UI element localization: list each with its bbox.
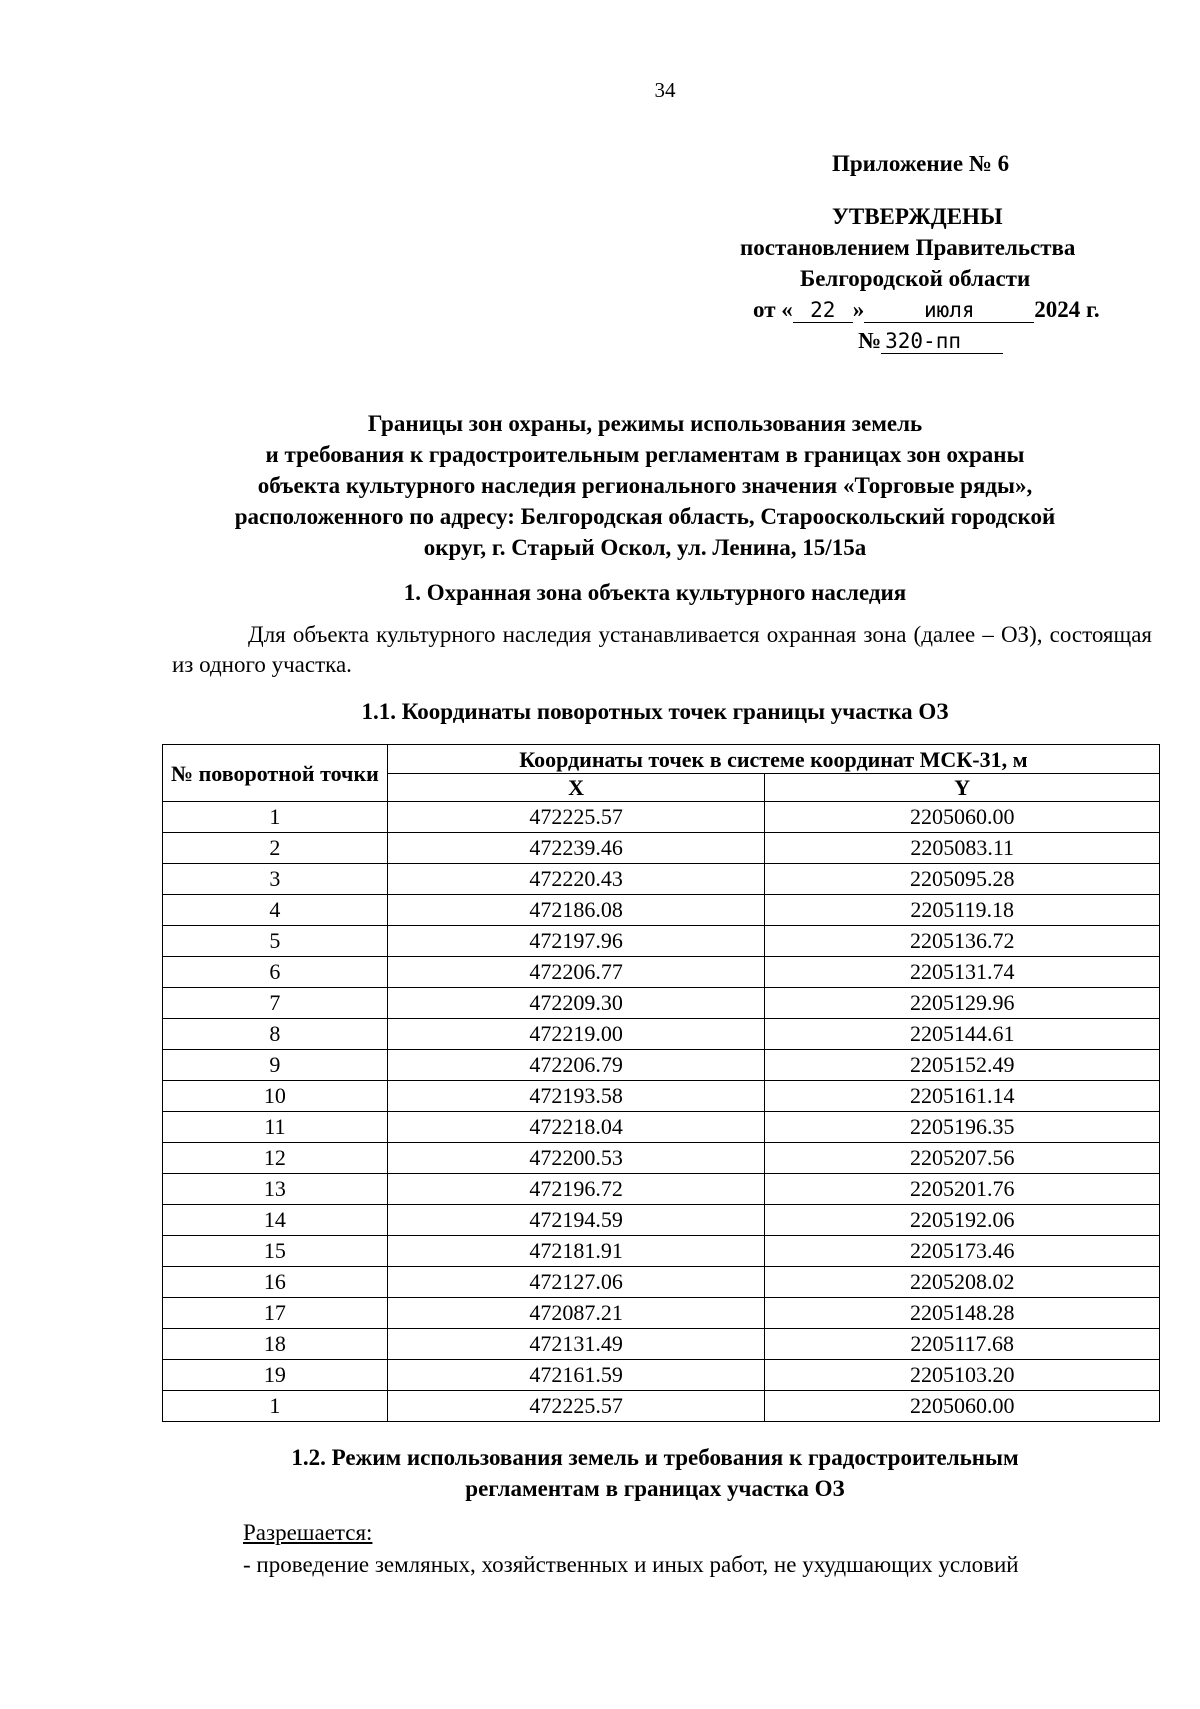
table-row bbox=[163, 926, 1160, 957]
table-row bbox=[163, 957, 1160, 988]
cell-x: 472200.53 bbox=[387, 1143, 765, 1174]
coordinates-table bbox=[162, 744, 1160, 1422]
table-row bbox=[163, 864, 1160, 895]
date-prefix: от « bbox=[753, 297, 793, 322]
cell-point-number: 3 bbox=[163, 864, 388, 895]
table-row bbox=[163, 1143, 1160, 1174]
cell-y: 2205192.06 bbox=[765, 1205, 1160, 1236]
cell-point-number: 18 bbox=[163, 1329, 388, 1360]
table-row bbox=[163, 988, 1160, 1019]
cell-x: 472239.46 bbox=[387, 833, 765, 864]
table-row bbox=[163, 1267, 1160, 1298]
cell-y: 2205060.00 bbox=[765, 1391, 1160, 1422]
cell-y: 2205148.28 bbox=[765, 1298, 1160, 1329]
title-line: Границы зон охраны, режимы использования земель bbox=[367, 411, 923, 436]
table-row bbox=[163, 1360, 1160, 1391]
title-line: объекта культурного наследия регионального значения «Торговые ряды», bbox=[257, 473, 1033, 498]
header-x: X bbox=[387, 774, 765, 802]
cell-point-number: 2 bbox=[163, 833, 388, 864]
cell-y: 2205060.00 bbox=[765, 802, 1160, 833]
header-point-number: № поворотной точки bbox=[163, 745, 388, 802]
cell-x: 472209.30 bbox=[387, 988, 765, 1019]
cell-point-number: 1 bbox=[163, 802, 388, 833]
cell-y: 2205103.20 bbox=[765, 1360, 1160, 1391]
title-line: и требования к градостроительным регламентам в границах зон охраны bbox=[265, 442, 1025, 467]
header-coordinates: Координаты точек в системе координат МСК-31, м bbox=[387, 745, 1159, 774]
section-1-heading: 1. Охранная зона объекта культурного наследия bbox=[403, 580, 907, 605]
cell-y: 2205117.68 bbox=[765, 1329, 1160, 1360]
table-row bbox=[163, 1205, 1160, 1236]
cell-y: 2205207.56 bbox=[765, 1143, 1160, 1174]
date-mid: » bbox=[852, 297, 865, 322]
cell-x: 472194.59 bbox=[387, 1205, 765, 1236]
cell-point-number: 17 bbox=[163, 1298, 388, 1329]
decree-label: постановлением Правительства bbox=[740, 235, 1076, 260]
date-month: июля bbox=[864, 298, 1034, 323]
cell-y: 2205131.74 bbox=[765, 957, 1160, 988]
cell-point-number: 6 bbox=[163, 957, 388, 988]
allowed-item: - проведение земляных, хозяйственных и иных работ, не ухудшающих условий bbox=[243, 1552, 1019, 1577]
table-row bbox=[163, 802, 1160, 833]
table-row bbox=[163, 1174, 1160, 1205]
table-row bbox=[163, 1236, 1160, 1267]
table-row bbox=[163, 1019, 1160, 1050]
approved-label: УТВЕРЖДЕНЫ bbox=[832, 204, 1003, 229]
cell-point-number: 16 bbox=[163, 1267, 388, 1298]
cell-point-number: 10 bbox=[163, 1081, 388, 1112]
cell-point-number: 14 bbox=[163, 1205, 388, 1236]
cell-y: 2205136.72 bbox=[765, 926, 1160, 957]
number-prefix: № bbox=[858, 328, 882, 353]
section-1-text: Для объекта культурного наследия устанавливается охранная зона (далее – ОЗ), состоящая из одного участка. bbox=[172, 622, 1152, 677]
title-line: округ, г. Старый Оскол, ул. Ленина, 15/15а bbox=[423, 535, 867, 560]
cell-x: 472206.77 bbox=[387, 957, 765, 988]
cell-point-number: 7 bbox=[163, 988, 388, 1019]
cell-y: 2205173.46 bbox=[765, 1236, 1160, 1267]
cell-x: 472131.49 bbox=[387, 1329, 765, 1360]
header-y: Y bbox=[765, 774, 1160, 802]
cell-x: 472219.00 bbox=[387, 1019, 765, 1050]
page-number: 34 bbox=[654, 78, 676, 102]
cell-y: 2205119.18 bbox=[765, 895, 1160, 926]
title-line: расположенного по адресу: Белгородская область, Старооскольский городской bbox=[234, 504, 1056, 529]
cell-point-number: 5 bbox=[163, 926, 388, 957]
cell-y: 2205152.49 bbox=[765, 1050, 1160, 1081]
table-row bbox=[163, 1081, 1160, 1112]
cell-x: 472181.91 bbox=[387, 1236, 765, 1267]
cell-x: 472225.57 bbox=[387, 802, 765, 833]
cell-point-number: 9 bbox=[163, 1050, 388, 1081]
section-1-2-heading bbox=[150, 1442, 1160, 1504]
cell-x: 472193.58 bbox=[387, 1081, 765, 1112]
approval-block bbox=[720, 148, 1140, 356]
cell-y: 2205083.11 bbox=[765, 833, 1160, 864]
cell-y: 2205095.28 bbox=[765, 864, 1160, 895]
cell-x: 472218.04 bbox=[387, 1112, 765, 1143]
coordinates-table-body bbox=[163, 802, 1160, 1422]
cell-x: 472197.96 bbox=[387, 926, 765, 957]
region-label: Белгородской области bbox=[800, 266, 1031, 291]
cell-point-number: 1 bbox=[163, 1391, 388, 1422]
cell-x: 472206.79 bbox=[387, 1050, 765, 1081]
cell-x: 472220.43 bbox=[387, 864, 765, 895]
cell-point-number: 8 bbox=[163, 1019, 388, 1050]
cell-point-number: 11 bbox=[163, 1112, 388, 1143]
cell-point-number: 19 bbox=[163, 1360, 388, 1391]
table-row bbox=[163, 1329, 1160, 1360]
decree-number bbox=[858, 325, 1140, 356]
number-value: 320-пп bbox=[881, 329, 1003, 354]
cell-x: 472127.06 bbox=[387, 1267, 765, 1298]
table-row bbox=[163, 1112, 1160, 1143]
document-title bbox=[150, 408, 1140, 563]
date-year: 2024 г. bbox=[1034, 297, 1100, 322]
table-row bbox=[163, 1050, 1160, 1081]
cell-point-number: 4 bbox=[163, 895, 388, 926]
section-1-1-heading: 1.1. Координаты поворотных точек границы участка ОЗ bbox=[361, 699, 949, 724]
allowed-label: Разрешается: bbox=[243, 1520, 373, 1545]
cell-y: 2205201.76 bbox=[765, 1174, 1160, 1205]
cell-point-number: 12 bbox=[163, 1143, 388, 1174]
section-1-2-heading-line: регламентам в границах участка ОЗ bbox=[465, 1476, 845, 1501]
cell-x: 472087.21 bbox=[387, 1298, 765, 1329]
cell-point-number: 13 bbox=[163, 1174, 388, 1205]
cell-y: 2205208.02 bbox=[765, 1267, 1160, 1298]
cell-point-number: 15 bbox=[163, 1236, 388, 1267]
section-1-paragraph bbox=[172, 620, 1152, 680]
cell-x: 472161.59 bbox=[387, 1360, 765, 1391]
cell-x: 472186.08 bbox=[387, 895, 765, 926]
table-row bbox=[163, 833, 1160, 864]
cell-x: 472196.72 bbox=[387, 1174, 765, 1205]
appendix-label: Приложение № 6 bbox=[832, 151, 1010, 176]
table-row bbox=[163, 1391, 1160, 1422]
table-row bbox=[163, 895, 1160, 926]
date-day: 22 bbox=[793, 298, 853, 323]
cell-y: 2205129.96 bbox=[765, 988, 1160, 1019]
section-1-2-heading-line: 1.2. Режим использования земель и требования к градостроительным bbox=[291, 1445, 1019, 1470]
cell-y: 2205144.61 bbox=[765, 1019, 1160, 1050]
cell-y: 2205161.14 bbox=[765, 1081, 1160, 1112]
cell-x: 472225.57 bbox=[387, 1391, 765, 1422]
table-row bbox=[163, 1298, 1160, 1329]
cell-y: 2205196.35 bbox=[765, 1112, 1160, 1143]
decree-date bbox=[753, 294, 1140, 325]
